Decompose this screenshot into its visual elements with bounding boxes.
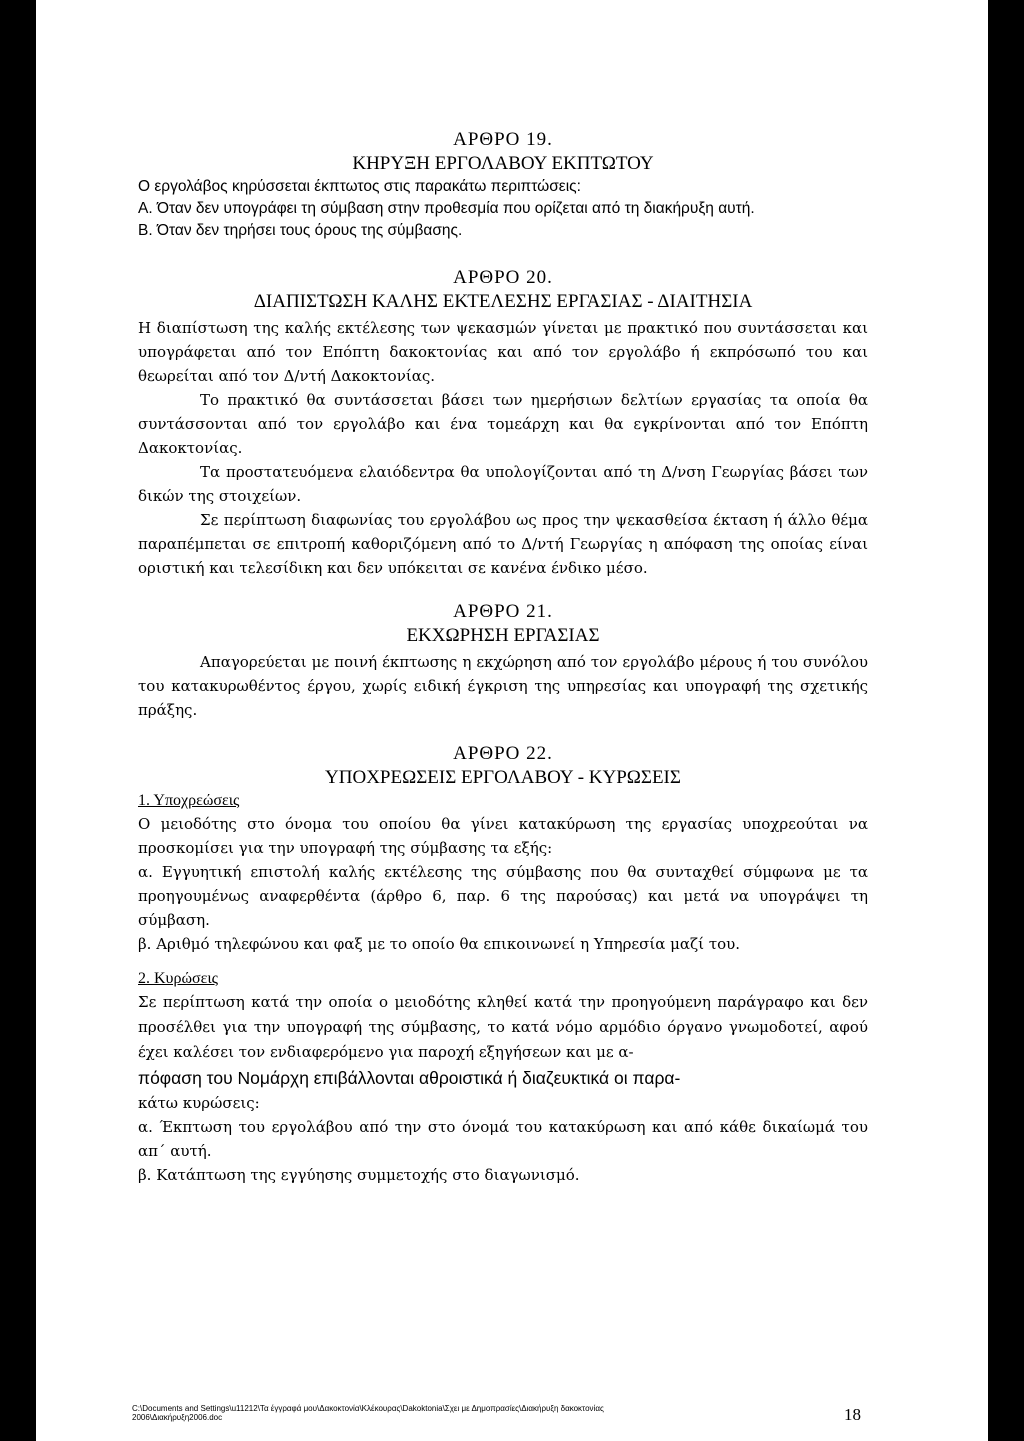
sanctions-item-b: β. Κατάπτωση της εγγύησης συμμετοχής στο διαγωνισμό.	[138, 1166, 580, 1184]
article-22-heading: ΑΡΘΡΟ 22.	[453, 743, 553, 764]
article-20-paragraph-3: Τα προστατευόμενα ελαιόδεντρα θα υπολογίζονται από τη Δ/νση Γεωργίας βάσει των δικών της στοιχείων.	[138, 463, 868, 505]
footer-file-path-line-1: C:\Documents and Settings\u11212\Τα έγγραφά μου\Δακοκτονία\Κλέκουρας\Dakoktonia\Σχει με Δημοπρασίες\Διακήρυξη δακοκτονίας	[132, 1404, 604, 1413]
sanctions-intro-part-a: Σε περίπτωση κατά την οποία ο μειοδότης κληθεί κατά την προηγούμενη παράγραφο και δεν προσέλθει για την υπογραφή της σύμβασης, το κατά νόμο αρμόδιο όργανο γνωμοδοτεί, αφού έχει καλέσει τον ενδιαφερόμενο για παροχή εξηγήσεων και με α-	[138, 993, 868, 1061]
article-21-heading: ΑΡΘΡΟ 21.	[453, 601, 553, 622]
article-21-paragraph-1: Απαγορεύεται με ποινή έκπτωσης η εκχώρηση από τον εργολάβο μέρους ή του συνόλου του κατακυρωθέντος έργου, χωρίς ειδική έγκριση της υπηρεσίας και υπογραφή της σχετικής πράξης.	[138, 653, 868, 719]
article-19-title: ΚΗΡΥΞΗ ΕΡΓΟΛΑΒΟΥ ΕΚΠΤΩΤΟΥ	[352, 153, 654, 174]
article-20-paragraph-1: Η διαπίστωση της καλής εκτέλεσης των ψεκασμών γίνεται με πρακτικό που συντάσσεται και υπογράφεται από τον Επόπτη δακοκτονίας και από τον εργολάβο ή εκπρόσωπό του και θεωρείται από τον Δ/ντή Δακοκτονίας.	[138, 319, 868, 385]
document-page	[36, 0, 988, 1441]
obligations-label: 1. Υποχρεώσεις	[138, 792, 240, 809]
article-22-title: ΥΠΟΧΡΕΩΣΕΙΣ ΕΡΓΟΛΑΒΟΥ - ΚΥΡΩΣΕΙΣ	[325, 767, 681, 788]
article-19-item-b: Β. Όταν δεν τηρήσει τους όρους της σύμβασης.	[138, 222, 463, 239]
article-19-intro: Ο εργολάβος κηρύσσεται έκπτωτος στις παρακάτω περιπτώσεις:	[138, 178, 581, 195]
page-footer	[132, 1404, 892, 1422]
sanctions-item-a: α. Έκπτωση του εργολάβου από την στο όνομά του κατακύρωση και από κάθε δικαίωμά του απ΄ αυτή.	[138, 1118, 868, 1160]
footer-file-path-line-2: 2006\Διακήρυξη2006.doc	[132, 1413, 223, 1422]
article-20-paragraph-4: Σε περίπτωση διαφωνίας του εργολάβου ως προς την ψεκασθείσα έκταση ή άλλο θέμα παραπέμπεται σε επιτροπή καθοριζόμενη από το Δ/ντή Γεωργίας η απόφαση της οποίας είναι οριστική και τελεσίδικη και δεν υπόκειται σε κανένα ένδικο μέσο.	[138, 511, 868, 577]
article-21-title: ΕΚΧΩΡΗΣΗ ΕΡΓΑΣΙΑΣ	[406, 625, 600, 646]
page-number: 18	[844, 1405, 861, 1424]
article-19-item-a: Α. Όταν δεν υπογράφει τη σύμβαση στην προθεσμία που ορίζεται από τη διακήρυξη αυτή.	[138, 200, 755, 217]
obligations-intro: Ο μειοδότης στο όνομα του οποίου θα γίνει κατακύρωση της εργασίας υποχρεούται να προσκομίσει για την υπογραφή της σύμβασης τα εξής:	[138, 815, 868, 857]
article-20-heading: ΑΡΘΡΟ 20.	[453, 267, 553, 288]
document-body	[138, 128, 868, 1187]
sanctions-label: 2. Κυρώσεις	[138, 970, 218, 987]
obligations-item-a: α. Εγγυητική επιστολή καλής εκτέλεσης της σύμβασης που θα συνταχθεί σύμφωνα με τα προηγουμένως αναφερθέντα (άρθρο 6, παρ. 6 της παρούσας) και μετά να υπογράψει τη σύμβαση.	[138, 863, 868, 929]
article-20-paragraph-2: Το πρακτικό θα συντάσσεται βάσει των ημερήσιων δελτίων εργασίας τα οποία θα συντάσσονται από τον εργολάβο και ένα τομεάρχη και θα εγκρίνονται από τον Επόπτη Δακοκτονίας.	[138, 391, 868, 457]
article-19-heading: ΑΡΘΡΟ 19.	[453, 129, 553, 150]
obligations-item-b: β. Αριθμό τηλεφώνου και φαξ με το οποίο θα επικοινωνεί η Υπηρεσία μαζί του.	[138, 935, 741, 953]
sanctions-intro-part-b: πόφαση του Νομάρχη επιβάλλονται αθροιστικά ή διαζευκτικά οι παρα-	[138, 1068, 681, 1088]
article-20-title: ΔΙΑΠΙΣΤΩΣΗ ΚΑΛΗΣ ΕΚΤΕΛΕΣΗΣ ΕΡΓΑΣΙΑΣ - ΔΙΑΙΤΗΣΙΑ	[253, 291, 753, 312]
sanctions-intro-part-c: κάτω κυρώσεις:	[138, 1094, 260, 1112]
